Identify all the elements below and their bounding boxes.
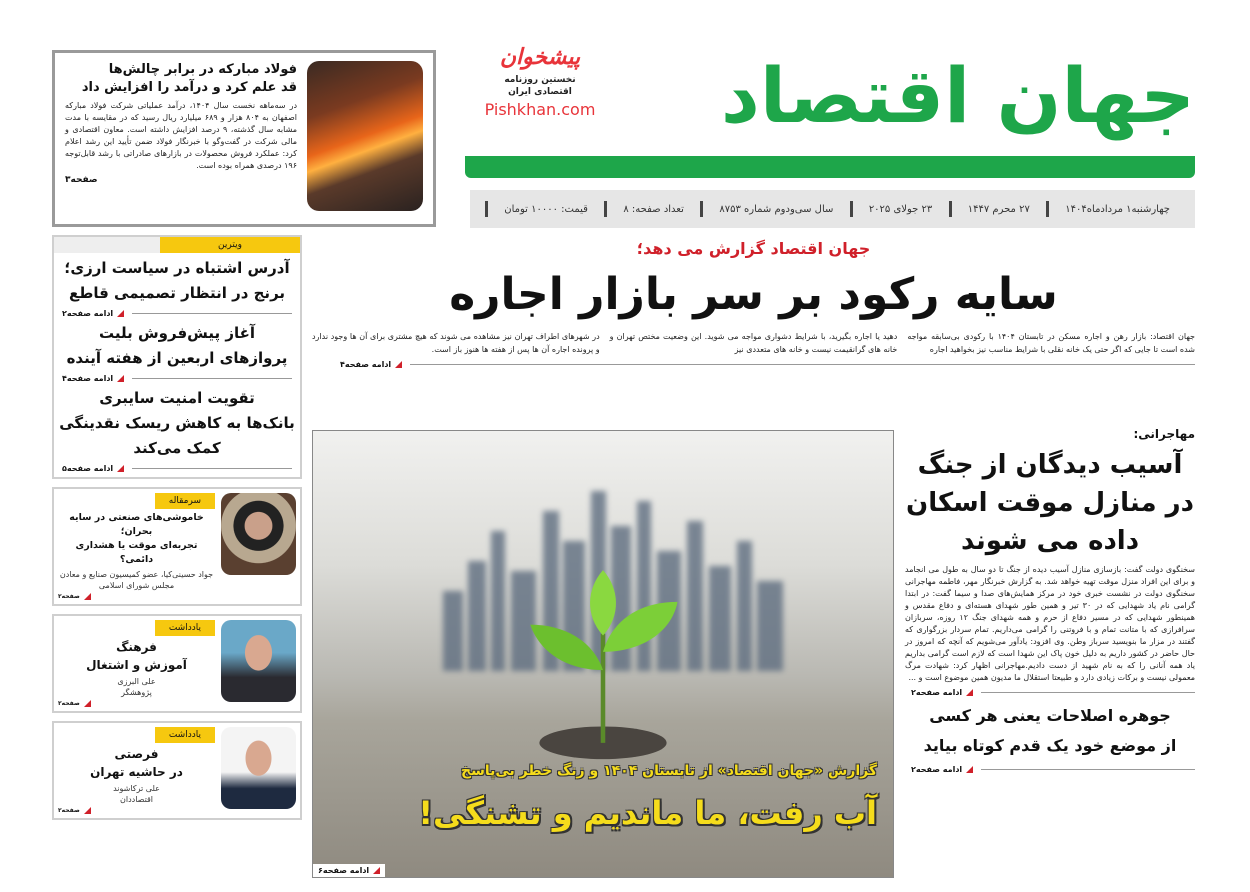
lead-headline[interactable]: سایه رکود بر سر بازار اجاره — [449, 269, 1058, 320]
divider — [410, 364, 1195, 365]
headline-line: داده می شوند — [960, 526, 1140, 556]
lead-story — [312, 238, 1195, 369]
line: پروازهای اربعین از هفته آینده — [66, 349, 288, 367]
author-name: علی ترکاشوند — [113, 784, 160, 793]
title-line: فولاد مبارکه در برابر چالش‌ها — [108, 62, 297, 77]
watermark-site: Pishkhan.com — [484, 100, 596, 119]
red-triangle-icon — [966, 766, 973, 773]
headline-line: در منازل موقت اسکان — [906, 488, 1194, 518]
card-tag: یادداشت — [155, 620, 215, 636]
photo-headline: آب رفت، ما ماندیم و تشنگی! — [418, 794, 877, 832]
top-story-page[interactable]: صفحه۳ — [65, 175, 98, 185]
red-triangle-icon — [117, 310, 124, 317]
card-page[interactable] — [58, 807, 91, 814]
line: آموزش و اشتغال — [86, 658, 187, 672]
note-card[interactable] — [52, 614, 302, 713]
watermark-name: پیشخوان — [499, 45, 581, 70]
date-persian: چهارشنبه۱ مردادماه۱۴۰۴ — [1065, 203, 1170, 215]
vitrin-item-3[interactable] — [54, 386, 300, 461]
line: در حاشیه تهران — [90, 765, 183, 779]
vitrin-item-2[interactable] — [54, 321, 300, 371]
vitrin-box — [52, 235, 302, 479]
divider — [1046, 201, 1049, 217]
line: بانک‌ها به کاهش ریسک نقدینگی — [59, 414, 295, 432]
author-name: علی البرزی — [117, 677, 156, 686]
right-headline[interactable] — [905, 446, 1195, 560]
headline-line: از موضع خود یک قدم کوتاه بیاید — [923, 736, 1177, 755]
page-label: صفحه۲ — [58, 700, 80, 707]
card-text — [58, 493, 215, 600]
card-tag: یادداشت — [155, 727, 215, 743]
divider — [700, 201, 703, 217]
author-photo — [221, 620, 296, 702]
card-page[interactable] — [58, 593, 91, 600]
main-photo-story[interactable] — [312, 430, 894, 878]
logo-underline — [465, 156, 1195, 178]
page-label: صفحه۲ — [58, 593, 80, 600]
vitrin-tag: ویترین — [160, 237, 300, 253]
page-label: صفحه۲ — [58, 807, 80, 814]
vitrin-more-row-2 — [54, 374, 300, 383]
divider — [981, 692, 1195, 693]
card-title — [58, 745, 215, 781]
more-label: ادامه صفحه۵ — [62, 464, 114, 473]
lead-column-1: جهان اقتصاد: بازار رهن و اجاره مسکن در تابستان ۱۴۰۴ با رکودی بی‌سابقه مواجه شده است تا جایی که اگر حتی یک خانه نقلی با شرایط مناسب نیز بخواهید اجاره — [907, 332, 1196, 354]
lead-columns — [312, 330, 1195, 356]
seedling-image — [513, 561, 693, 761]
author-name: جواد حسینی‌کیا، عضو کمیسیون صنایع و معادن — [59, 570, 214, 579]
card-page[interactable] — [58, 700, 91, 707]
red-triangle-icon — [84, 807, 91, 814]
divider — [132, 468, 292, 469]
line: فرهنگ — [116, 640, 157, 654]
line: فرصتی — [114, 747, 159, 761]
red-triangle-icon — [117, 375, 124, 382]
lead-more-link[interactable] — [340, 360, 402, 369]
steel-mill-photo — [307, 61, 423, 211]
top-story-title — [65, 61, 297, 97]
photo-kicker: گزارش «جهان اقتصاد» از تابستان ۱۴۰۴ و زنگ خطر بی‌پاسخ — [460, 763, 877, 779]
vitrin-more-3[interactable] — [62, 464, 124, 473]
divider — [981, 769, 1195, 770]
line: تقویت امنیت سایبری — [99, 389, 255, 407]
note-card[interactable] — [52, 721, 302, 820]
line: آغاز پیش‌فروش بلیت — [99, 324, 255, 342]
more-label: ادامه صفحه۲ — [911, 765, 963, 774]
masthead-logo — [465, 38, 1195, 178]
more-label: ادامه صفحه۲ — [62, 309, 114, 318]
page-count: تعداد صفحه: ۸ — [623, 203, 684, 215]
title-line: قد علم کرد و درآمد را افزایش داد — [81, 80, 297, 95]
right-body: سخنگوی دولت گفت: بازسازی منازل آسیب دیده از جنگ تا دو سال به طول می انجامد و برای این افراد منزل موقت تهیه خواهد شد. به گزارش خبرنگار مهر، فاطمه مهاجرانی سخنگوی دولت در نشست خبری خود در مرکز همایش‌های صدا و سیما گفت: در ابتدا گرامی نام یاد شهدایی که در ۳۰ تیر و همین طور شهدای هسته‌ای و دفاع مقدس و همینطور شهدایی که در مسیر دفاع از حرم و همه شهدای جنگ ۱۲ روزه، سربازان سرافرازی که با متانت تمام و با فروتنی را گرامی می‌داریم. تمام سردار بزرگواری که گفتند در مزار ما بنویسید سرباز وطن. وی افزود: یادآور می‌شویم که آنچه که امروز در حال حاضر در کشور داریم به دلیل خون پاک این شهدا است که لازم است گرامی بداریم یاد همه آنانی را که به نام شهید از دست دادیم.مهاجرانی اظهار کرد: شهادت مرگ معمولی نیست و برکات زیادی دارد و طبیعتا استقلال ما مدیون همین موضوع است و ... — [905, 565, 1195, 682]
author-photo — [221, 727, 296, 809]
red-triangle-icon — [84, 700, 91, 707]
logo-text: جهان اقتصاد — [720, 51, 1195, 140]
divider — [850, 201, 853, 217]
author-photo — [221, 493, 296, 575]
top-story-box[interactable] — [52, 50, 436, 227]
red-triangle-icon — [395, 361, 402, 368]
date-gregorian: ۲۳ جولای ۲۰۲۵ — [868, 203, 933, 215]
author-role: مجلس شورای اسلامی — [98, 581, 175, 590]
date-bar — [470, 190, 1195, 228]
lead-column-2: دهید یا اجاره بگیرید، با شرایط دشواری مواجه می شوید. این وضعیت مختص تهران و خانه های گرانقیمت نیست و خانه های متعددی نیز — [609, 332, 898, 354]
card-title — [58, 511, 215, 567]
editorial-card[interactable] — [52, 487, 302, 606]
card-text — [58, 620, 215, 707]
more-label: ادامه صفحه۴ — [340, 360, 392, 369]
right-more-link-2[interactable] — [911, 765, 973, 774]
lead-column-3: در شهرهای اطراف تهران نیز مشاهده می شوند که هیچ مشتری برای آن ها وجود ندارد و پرونده اجاره آن ها پس از هفته ها هنوز باز است. — [311, 332, 600, 354]
issue-number: سال سی‌ودوم شماره ۸۷۵۳ — [719, 203, 834, 215]
divider — [604, 201, 607, 217]
red-triangle-icon — [84, 593, 91, 600]
more-label: ادامه صفحه۲ — [911, 688, 963, 697]
right-more-row — [905, 688, 1195, 697]
more-label: ادامه صفحه۶ — [318, 866, 370, 875]
line: خاموشی‌های صنعتی در سایه بحران؛ — [69, 512, 204, 537]
line: آدرس اشتباه در سیاست ارزی؛ — [64, 259, 290, 277]
divider — [949, 201, 952, 217]
divider — [132, 313, 292, 314]
lead-kicker: جهان اقتصاد گزارش می دهد؛ — [636, 239, 871, 258]
red-triangle-icon — [117, 465, 124, 472]
right-story — [905, 426, 1195, 774]
right-more-link[interactable] — [911, 688, 973, 697]
card-author — [58, 569, 215, 591]
author-role: پژوهشگر — [121, 688, 152, 697]
top-story-text — [65, 61, 297, 216]
vitrin-more-row-1 — [54, 309, 300, 318]
tag-bar — [54, 237, 300, 253]
card-author — [58, 783, 215, 805]
author-role: اقتصاددان — [119, 795, 154, 804]
headline-line: آسیب دیدگان از جنگ — [917, 450, 1183, 480]
red-triangle-icon — [966, 689, 973, 696]
card-title — [58, 638, 215, 674]
photo-more-link[interactable] — [313, 864, 385, 877]
line: کمک می‌کند — [133, 439, 221, 457]
pishkhan-watermark — [465, 44, 615, 120]
top-story-body: در سه‌ماهه نخست سال ۱۴۰۴، درآمد عملیاتی شرکت فولاد مبارکه اصفهان به ۸۰۴ هزار و ۶۸۹ میلیارد ریال رسید که در مقایسه با مدت مشابه سال گذشته، ۹ درصد افزایش داشته است. معاون اقتصادی و مالی شرکت در گفت‌وگو با خبرنگار فولاد ضمن تأیید این رشد اعلام کرد: عملکرد فروش محصولات در بازارهای صادراتی با رشد قابل‌توجه ۱۹۶ درصدی همراه بوده است. — [65, 101, 298, 170]
vitrin-item-1[interactable] — [54, 256, 300, 306]
more-label: ادامه صفحه۴ — [62, 374, 114, 383]
right-more-row-2 — [905, 765, 1195, 774]
line: برنج در انتظار تصمیمی قاطع — [68, 284, 286, 302]
vitrin-more-1[interactable] — [62, 309, 124, 318]
card-author — [58, 676, 215, 698]
divider — [485, 201, 488, 217]
date-hijri: ۲۷ محرم ۱۴۴۷ — [967, 203, 1030, 215]
vitrin-more-2[interactable] — [62, 374, 124, 383]
headline-line: جوهره اصلاحات یعنی هر کسی — [929, 706, 1171, 725]
red-triangle-icon — [373, 867, 380, 874]
vitrin-more-row-3 — [54, 464, 300, 473]
right-kicker: مهاجرانی: — [1133, 427, 1195, 441]
watermark-tagline: نخستین روزنامه اقتصادی ایران — [504, 75, 576, 97]
right-headline-2[interactable] — [905, 701, 1195, 761]
divider — [132, 378, 292, 379]
line: تجربه‌ای موقت یا هشداری دائمی؟ — [75, 540, 198, 565]
card-text — [58, 727, 215, 814]
lead-more-row — [312, 360, 1195, 369]
price: قیمت: ۱۰۰۰۰ تومان — [504, 203, 588, 215]
card-tag: سرمقاله — [155, 493, 215, 509]
